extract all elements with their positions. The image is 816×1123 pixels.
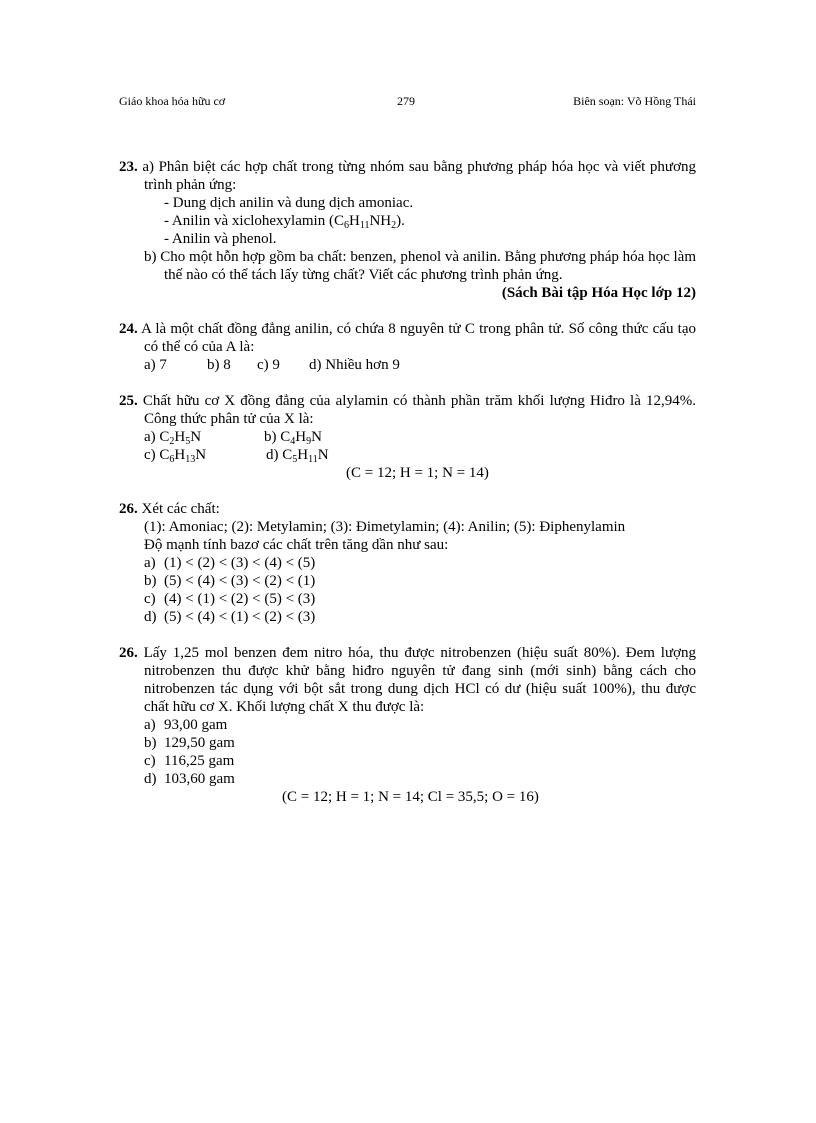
q23-a-text: a) Phân biệt các hợp chất trong từng nhóm sau bằng phương pháp hóa học và viết phương trình phản ứng:	[142, 159, 696, 193]
q26a-compound-list: (1): Amoniac; (2): Metylamin; (3): Đimetylamin; (4): Anilin; (5): Điphenylamin	[144, 519, 626, 535]
question-25	[119, 392, 696, 482]
header-book-title: Giáo khoa hóa hữu cơ	[119, 94, 226, 108]
q23-a-item-3: - Anilin và phenol.	[164, 231, 277, 247]
q25-stem: Chất hữu cơ X đồng đẳng của alylamin có thành phần trăm khối lượng Hiđro là 12,94%. Công thức phân tử của X là:	[142, 393, 696, 427]
q23-a-item-1: - Dung dịch anilin và dung dịch amoniac.	[164, 195, 414, 211]
q26b-option-b: b) 129,50 gam	[144, 735, 235, 751]
q26a-option-b: b) (5) < (4) < (3) < (2) < (1)	[144, 573, 316, 589]
q25-option-a: a) $C_2H_5N$	[144, 429, 202, 447]
q24-option-c: c) 9	[257, 357, 280, 373]
question-24	[119, 320, 696, 374]
q26b-constants: (C = 12; H = 1; N = 14; Cl = 35,5; O = 16)	[282, 789, 539, 805]
q25-option-b: b) $C_4H_9N$	[264, 429, 322, 447]
q24-option-a: a) 7	[144, 357, 167, 373]
question-26-base-strength	[119, 500, 696, 626]
question-23	[119, 158, 696, 302]
question-26-nitrobenzene	[119, 644, 696, 806]
q23-a-item-2: - Anilin và xiclohexylamin $(C_6H_{11}NH_2)$.	[164, 213, 405, 231]
q25-options-row-1	[119, 428, 696, 446]
q24-number: 24.	[119, 321, 138, 337]
q23-part-b: b) Cho một hỗn hợp gồm ba chất: benzen, phenol và anilin. Bằng phương pháp hóa học làm thế nào có thể tách lấy từng chất? Viết các phương trình phản ứng.	[144, 249, 696, 283]
q24-option-d: d) Nhiều hơn 9	[309, 357, 400, 373]
q26a-option-d: d) (5) < (4) < (1) < (2) < (3)	[144, 609, 316, 625]
page-content	[119, 158, 696, 806]
q26a-number: 26.	[119, 501, 138, 517]
q23-number: 23.	[119, 159, 138, 175]
q24-stem: A là một chất đồng đẳng anilin, có chứa 8 nguyên tử C trong phân tử. Số công thức cấu tạo có thể có của A là:	[141, 321, 696, 355]
q26b-option-d: d) 103,60 gam	[144, 771, 235, 787]
q23-part-a-intro	[119, 158, 696, 194]
q25-text	[119, 392, 696, 428]
q26b-text	[119, 644, 696, 716]
q26a-stem: Xét các chất:	[141, 501, 220, 517]
q23-source: (Sách Bài tập Hóa Học lớp 12)	[501, 285, 696, 301]
q24-text	[119, 320, 696, 356]
page-header	[119, 93, 696, 109]
q25-options-row-2	[119, 446, 696, 464]
q24-options	[119, 356, 696, 374]
q26b-option-c: c) 116,25 gam	[144, 753, 235, 769]
q26a-text	[119, 500, 696, 518]
q25-option-c: c) $C_6H_{13}N$	[144, 447, 207, 465]
q26a-question: Độ mạnh tính bazơ các chất trên tăng dần như sau:	[144, 537, 449, 553]
page-number: 279	[397, 94, 415, 108]
q25-number: 25.	[119, 393, 138, 409]
q25-option-d: d) $C_5H_{11}N$	[266, 447, 329, 465]
q26b-option-a: a) 93,00 gam	[144, 717, 228, 733]
q25-constants: (C = 12; H = 1; N = 14)	[346, 465, 489, 481]
q26a-option-c: c) (4) < (1) < (2) < (5) < (3)	[144, 591, 316, 607]
header-author: Biên soạn: Võ Hồng Thái	[573, 94, 696, 108]
q24-option-b: b) 8	[207, 357, 231, 373]
q26a-option-a: a) (1) < (2) < (3) < (4) < (5)	[144, 555, 316, 571]
q26b-stem: Lấy 1,25 mol benzen đem nitro hóa, thu được nitrobenzen (hiệu suất 80%). Đem lượng nitrobenzen thu được khử bằng hiđro nguyên tử đang sinh (mới sinh) bằng cách cho nitrobenzen tác dụng với bột sắt trong dung dịch HCl có dư (hiệu suất 100%), thu được chất hữu cơ X. Khối lượng chất X thu được là:	[143, 645, 697, 715]
q26b-number: 26.	[119, 645, 138, 661]
